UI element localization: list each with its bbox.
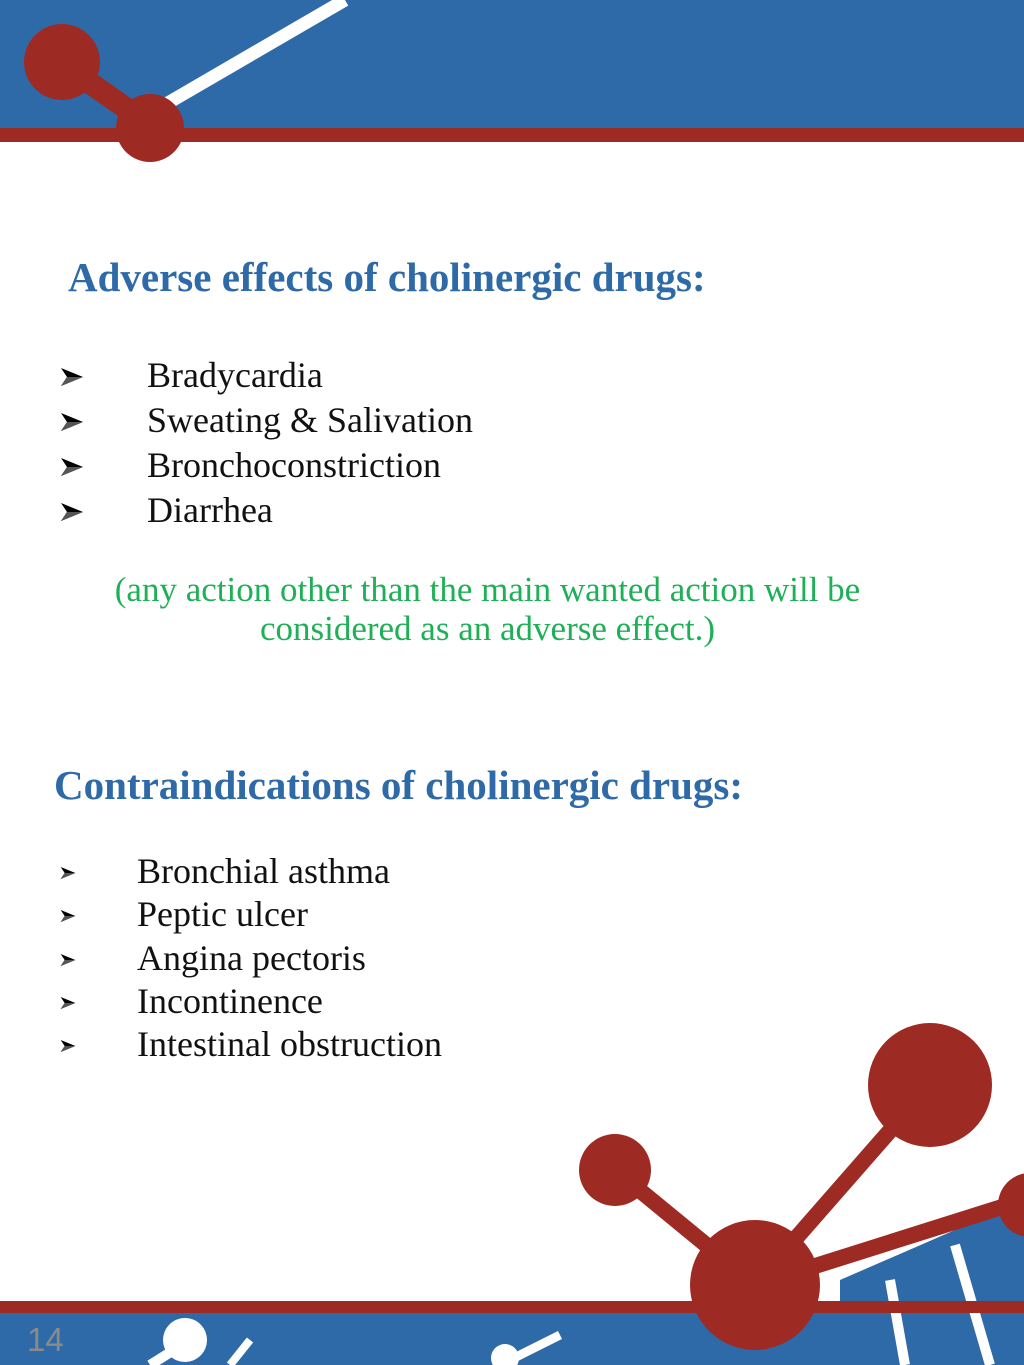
arrow-bullet-icon	[60, 367, 84, 387]
arrow-bullet-icon	[60, 457, 84, 477]
footer-white-atom	[163, 1318, 207, 1362]
adverse-effect-item-label: Bradycardia	[147, 355, 323, 395]
arrow-bullet-icon	[60, 1039, 76, 1053]
arrow-bullet-icon	[60, 953, 76, 967]
arrow-bullet-icon	[60, 866, 76, 880]
adverse-effects-heading: Adverse effects of cholinergic drugs:	[68, 254, 706, 300]
adverse-effect-item-label: Diarrhea	[147, 490, 273, 530]
adverse-effect-note: (any action other than the main wanted action will be considered as an adverse effect.)	[114, 570, 861, 648]
contraindication-item	[60, 893, 442, 936]
molecule-atom-top	[868, 1023, 992, 1147]
adverse-effect-item	[60, 353, 473, 398]
adverse-effect-item-label: Bronchoconstriction	[147, 445, 441, 485]
contraindication-item	[60, 850, 442, 893]
footer-red-line	[0, 1301, 1024, 1313]
arrow-bullet-icon	[60, 996, 76, 1010]
molecule-atom-center	[690, 1220, 820, 1350]
molecule-atom-left	[579, 1134, 651, 1206]
contraindication-item-label: Incontinence	[137, 980, 323, 1021]
contraindications-list	[60, 850, 442, 1066]
contraindication-item-label: Peptic ulcer	[137, 894, 308, 935]
adverse-effect-item	[60, 398, 473, 443]
adverse-effect-item-label: Sweating & Salivation	[147, 400, 473, 440]
contraindication-item-label: Intestinal obstruction	[137, 1024, 442, 1065]
page-number: 14	[27, 1321, 64, 1358]
contraindications-heading: Contraindications of cholinergic drugs:	[54, 762, 744, 808]
contraindication-item-label: Angina pectoris	[137, 937, 366, 978]
contraindication-item-label: Bronchial asthma	[137, 851, 390, 891]
adverse-effect-item	[60, 488, 473, 533]
contraindication-item	[60, 980, 442, 1023]
contraindication-item	[60, 1023, 442, 1066]
adverse-effect-item	[60, 443, 473, 488]
adverse-effects-list	[60, 353, 473, 533]
arrow-bullet-icon	[60, 502, 84, 522]
header-molecule-atom-small	[116, 94, 184, 162]
arrow-bullet-icon	[60, 412, 84, 432]
contraindication-item	[60, 937, 442, 980]
arrow-bullet-icon	[60, 909, 76, 923]
header-molecule-atom-large	[24, 24, 100, 100]
